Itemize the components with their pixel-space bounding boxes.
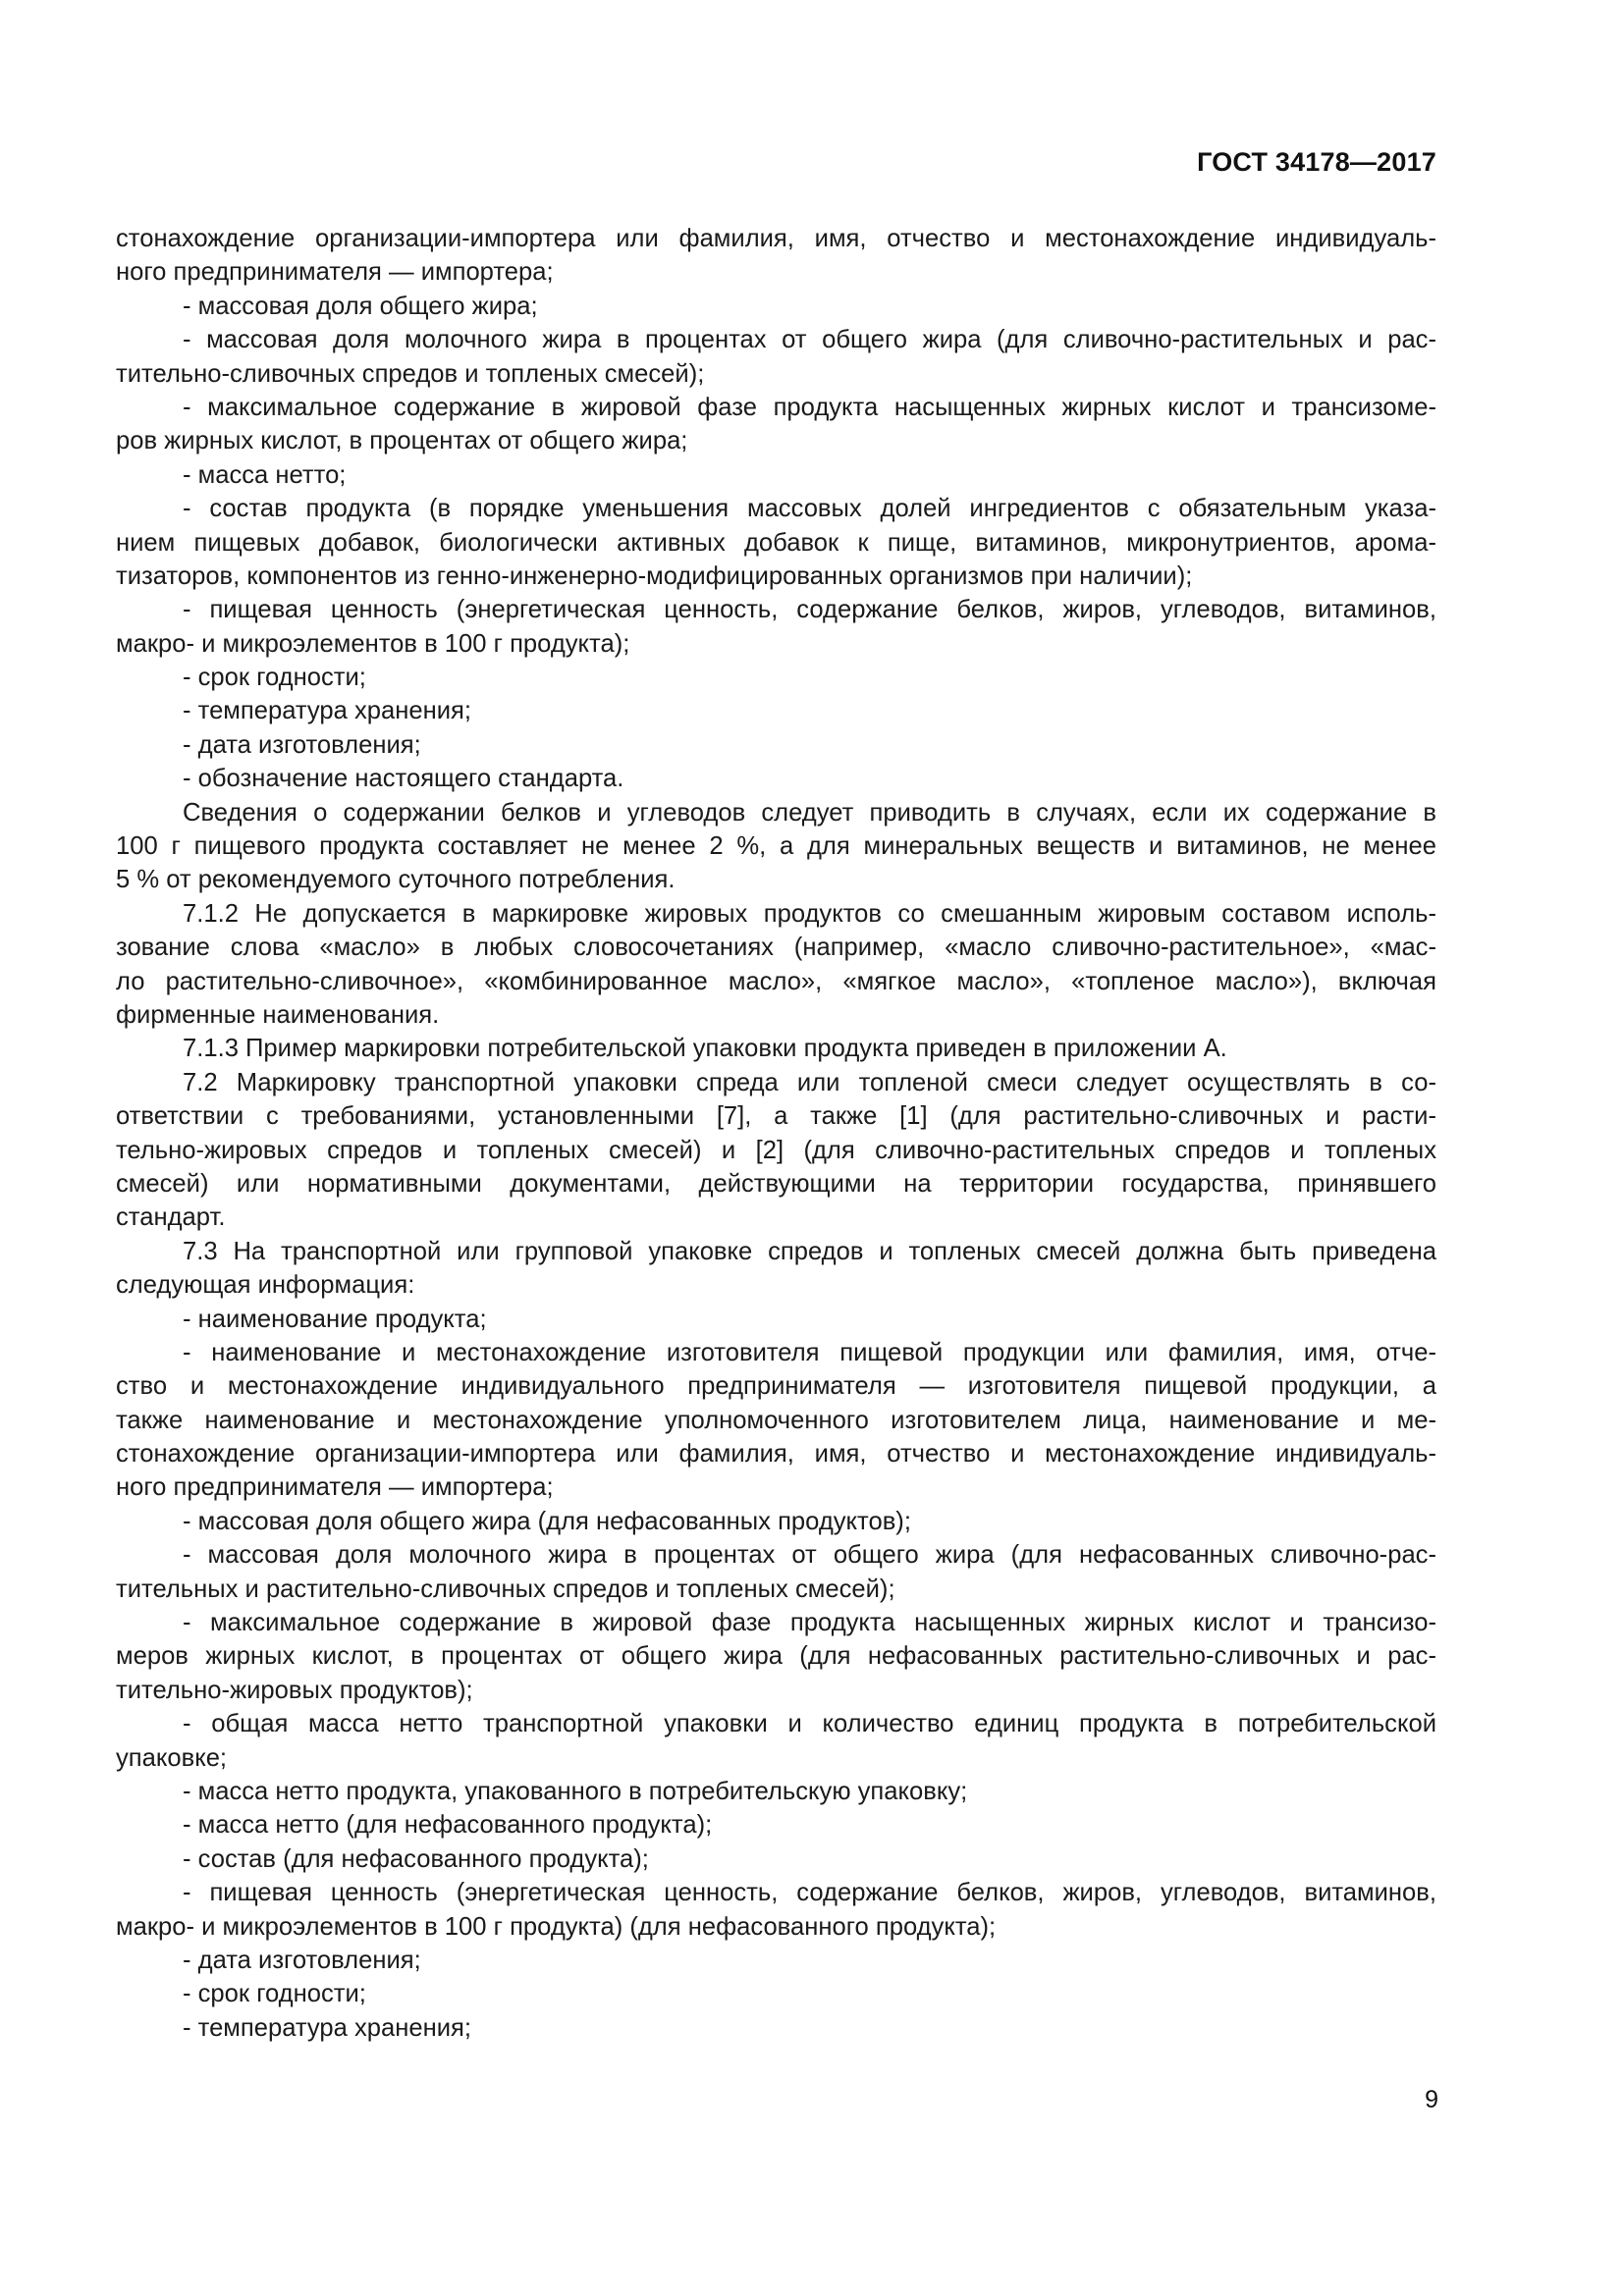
text-line: 7.1.2 Не допускается в маркировке жировых продуктов со смешанным жировым составом исполь- xyxy=(183,899,1436,928)
page-number: 9 xyxy=(1425,2086,1438,2113)
text-line: ло растительно-сливочное», «комбинированное масло», «мягкое масло», «топленое масло»), включая xyxy=(116,967,1436,995)
text-line: - температура хранения; xyxy=(183,697,472,725)
text-line: ного предпринимателя — импортера; xyxy=(116,258,554,287)
text-line: - масса нетто продукта, упакованного в потребительскую упаковку; xyxy=(183,1777,968,1805)
body-text xyxy=(116,222,1436,2045)
text-line: также наименование и местонахождение уполномоченного изготовителем лица, наименование и ме- xyxy=(116,1406,1436,1434)
text-line: нием пищевых добавок, биологически активных добавок к пище, витаминов, микронутриентов, арома- xyxy=(116,528,1436,557)
text-line: фирменные наименования. xyxy=(116,1000,440,1029)
text-line: - обозначение настоящего стандарта. xyxy=(183,765,624,793)
text-line: - состав (для нефасованного продукта); xyxy=(183,1844,649,1873)
text-line: тельно-жировых спредов и топленых смесей) и [2] (для сливочно-растительных спредов и топленых xyxy=(116,1136,1436,1164)
text-line: упаковке; xyxy=(116,1743,228,1772)
text-line: - массовая доля молочного жира в процентах от общего жира (для сливочно-растительных и рас- xyxy=(183,326,1436,354)
text-line: - наименование продукта; xyxy=(183,1305,487,1333)
text-line: ров жирных кислот, в процентах от общего жира; xyxy=(116,427,688,455)
text-line: 7.1.3 Пример маркировки потребительской упаковки продукта приведен в приложении А. xyxy=(183,1035,1227,1063)
text-line: 7.2 Маркировку транспортной упаковки спреда или топленой смеси следует осуществлять в со- xyxy=(183,1068,1436,1096)
text-line: ного предпринимателя — импортера; xyxy=(116,1473,554,1502)
text-line: стонахождение организации-импортера или фамилия, имя, отчество и местонахождение индивидуаль- xyxy=(116,1440,1436,1468)
text-line: тительно-жировых продуктов); xyxy=(116,1676,473,1704)
text-line: 5 % от рекомендуемого суточного потребления. xyxy=(116,866,676,894)
text-line: - состав продукта (в порядке уменьшения массовых долей ингредиентов с обязательным указа- xyxy=(183,495,1436,523)
text-line: - срок годности; xyxy=(183,1980,366,2008)
text-line: - массовая доля общего жира (для нефасованных продуктов); xyxy=(183,1507,911,1535)
text-line: - масса нетто; xyxy=(183,460,347,489)
text-line: - наименование и местонахождение изготовителя пищевой продукции или фамилия, имя, отче- xyxy=(183,1338,1436,1366)
text-line: 100 г пищевого продукта составляет не менее 2 %, а для минеральных веществ и витаминов, не менее xyxy=(116,832,1436,861)
text-line: - общая масса нетто транспортной упаковки и количество единиц продукта в потребительской xyxy=(183,1710,1436,1738)
text-line: 7.3 На транспортной или групповой упаковке спредов и топленых смесей должна быть приведена xyxy=(183,1237,1436,1265)
text-line: меров жирных кислот, в процентах от общего жира (для нефасованных растительно-сливочных и рас- xyxy=(116,1642,1436,1671)
text-line: - массовая доля общего жира; xyxy=(183,292,538,320)
text-line: ответствии с требованиями, установленными [7], а также [1] (для растительно-сливочных и расти- xyxy=(116,1102,1436,1131)
text-line: - дата изготовления; xyxy=(183,1946,421,1974)
text-line: - температура хранения; xyxy=(183,2013,472,2042)
text-line: тизаторов, компонентов из генно-инженерно-модифицированных организмов при наличии); xyxy=(116,561,1193,590)
text-line: - масса нетто (для нефасованного продукта); xyxy=(183,1811,713,1840)
text-line: следующая информация: xyxy=(116,1271,415,1300)
text-line: ство и местонахождение индивидуального предпринимателя — изготовителя пищевой продукции, а xyxy=(116,1372,1436,1401)
text-line: тительных и растительно-сливочных спредов и топленых смесей); xyxy=(116,1575,895,1603)
text-line: - максимальное содержание в жировой фазе продукта насыщенных жирных кислот и трансизо- xyxy=(183,1609,1436,1637)
text-line: макро- и микроэлементов в 100 г продукта) (для нефасованного продукта); xyxy=(116,1912,997,1941)
text-line: стандарт. xyxy=(116,1203,226,1232)
text-line: - массовая доля молочного жира в процентах от общего жира (для нефасованных сливочно-рас- xyxy=(183,1541,1436,1570)
text-line: макро- и микроэлементов в 100 г продукта); xyxy=(116,629,630,658)
text-line: Сведения о содержании белков и углеводов следует приводить в случаях, если их содержание в xyxy=(183,798,1436,827)
text-line: - пищевая ценность (энергетическая ценность, содержание белков, жиров, углеводов, витаминов, xyxy=(183,596,1436,624)
text-line: тительно-сливочных спредов и топленых смесей); xyxy=(116,359,705,388)
text-line: стонахождение организации-импортера или фамилия, имя, отчество и местонахождение индивидуаль- xyxy=(116,225,1436,252)
text-line: - срок годности; xyxy=(183,664,366,692)
text-line: - максимальное содержание в жировой фазе продукта насыщенных жирных кислот и трансизоме- xyxy=(183,393,1436,421)
text-line: - дата изготовления; xyxy=(183,730,421,759)
text-line: зование слова «масло» в любых словосочетаниях (например, «масло сливочно-растительное», «мас- xyxy=(116,934,1436,962)
text-line: смесей) или нормативными документами, действующими на территории государства, принявшего xyxy=(116,1169,1436,1198)
standard-header: ГОСТ 34178—2017 xyxy=(1197,147,1436,177)
text-line: - пищевая ценность (энергетическая ценность, содержание белков, жиров, углеводов, витаминов, xyxy=(183,1879,1436,1907)
